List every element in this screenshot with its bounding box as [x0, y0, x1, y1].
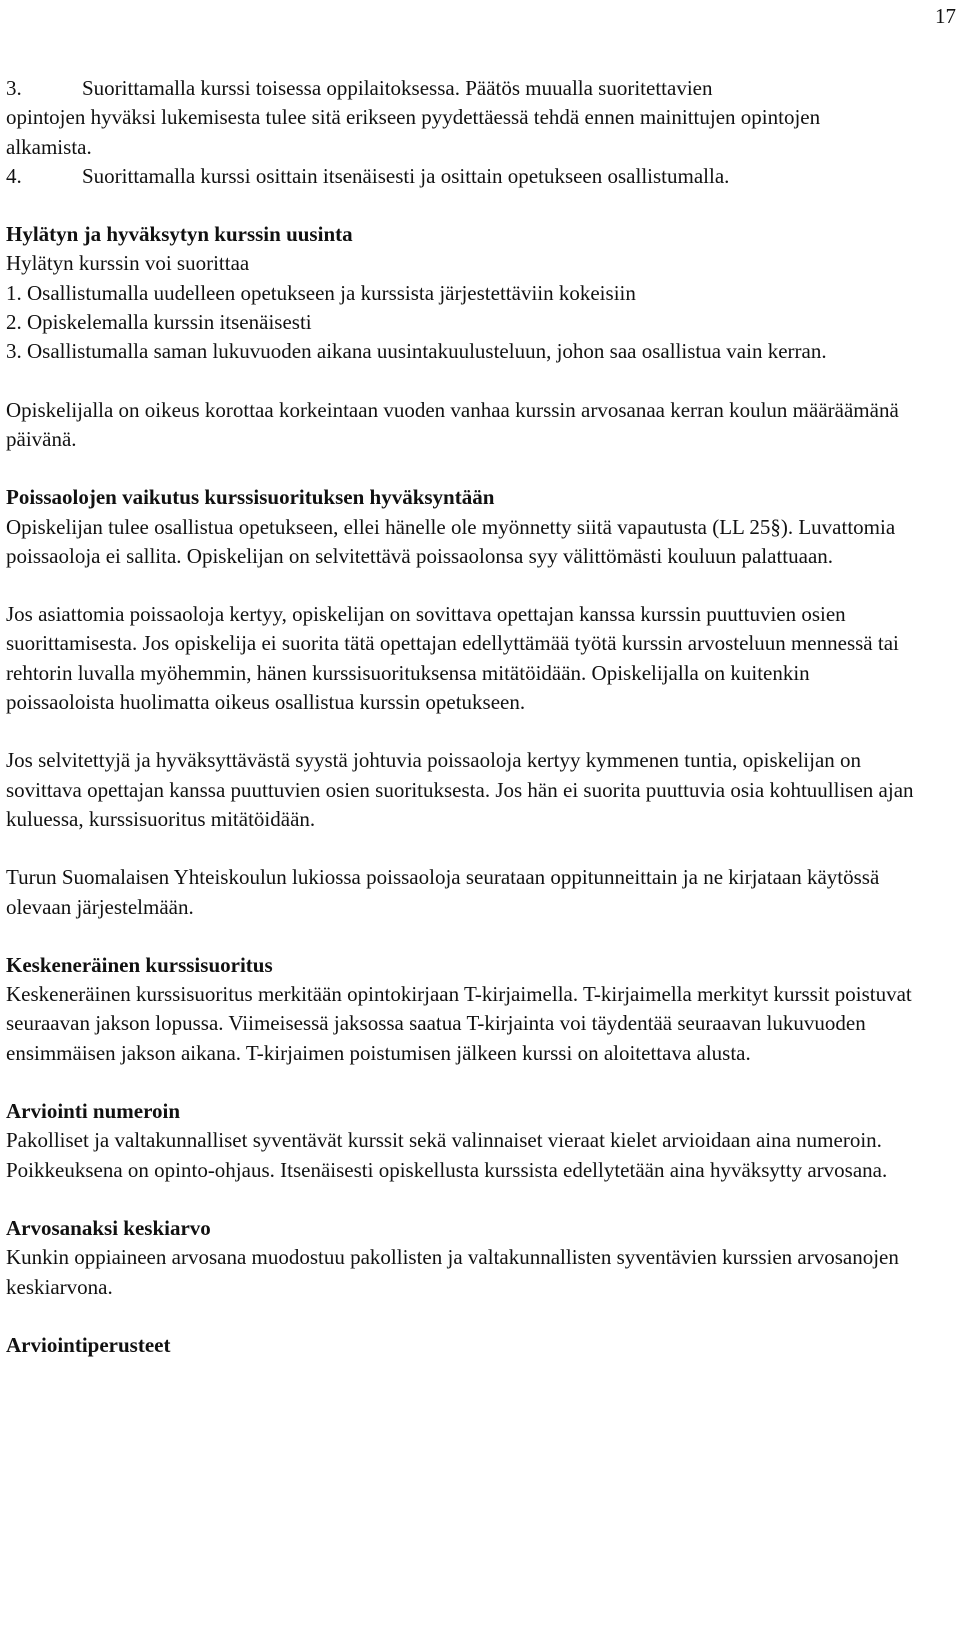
section-heading-retake: Hylätyn ja hyväksytyn kurssin uusinta — [6, 222, 353, 247]
page-number: 17 — [935, 4, 956, 28]
absences-paragraph-1: Opiskelijan tulee osallistua opetukseen, ellei hänelle ole myönnetty siitä vapautusta (LL 25§). Luvattomia poissaoloja ei sallita. Opiskelijan on selvitettävä poissaolonsa syy välittömästi kouluun palattuaan. — [6, 514, 896, 568]
list-text: Suorittamalla kurssi toisessa oppilaitoksessa. Päätös muualla suoritettavien — [82, 76, 713, 100]
list-number: 3. — [6, 76, 22, 100]
retake-item-2: 2. Opiskelemalla kurssin itsenäisesti — [6, 310, 312, 335]
retake-paragraph: Opiskelijalla on oikeus korottaa korkeintaan vuoden vanhaa kurssin arvosanaa kerran koulun määräämänä päivänä. — [6, 397, 899, 451]
absences-paragraph-2: Jos asiattomia poissaoloja kertyy, opiskelijan on sovittava opettajan kanssa kurssin puuttuvien osien suorittamisesta. Jos opiskelija ei suorita tätä opettajan edellyttämää työtä kurssin arvosteluun mennessä tai rehtorin luvalla myöhemmin, hänen kurssisuorituksensa mitätöidään. Opiskelijalla on kuitenkin poissaoloista huolimatta oikeus osallistua kurssin opetukseen. — [6, 602, 899, 715]
average-paragraph: Kunkin oppiaineen arvosana muodostuu pakollisten ja valtakunnallisten syventävien kurssien arvosanojen keskiarvona. — [6, 1245, 899, 1299]
section-heading-absences: Poissaolojen vaikutus kurssisuorituksen hyväksyntään — [6, 485, 495, 510]
document-body — [6, 74, 954, 1360]
retake-intro: Hylätyn kurssin voi suorittaa — [6, 251, 250, 276]
absences-paragraph-4: Turun Suomalaisen Yhteiskoulun lukiossa poissaoloja seurataan oppitunneittain ja ne kirjataan käytössä olevaan järjestelmään. — [6, 865, 880, 919]
section-heading-numeric: Arviointi numeroin — [6, 1099, 181, 1124]
retake-item-1: 1. Osallistumalla uudelleen opetukseen ja kurssista järjestettäviin kokeisiin — [6, 280, 636, 305]
retake-item-3: 3. Osallistumalla saman lukuvuoden aikana uusintakuulusteluun, johon saa osallistua vain kerran. — [6, 339, 827, 364]
list-item-3 — [6, 74, 954, 103]
section-heading-average: Arvosanaksi keskiarvo — [6, 1215, 211, 1240]
incomplete-paragraph: Keskeneräinen kurssisuoritus merkitään opintokirjaan T-kirjaimella. T-kirjaimella merkityt kurssit poistuvat seuraavan jakson lopussa. Viimeisessä jaksossa saatua T-kirjainta voi täydentää seuraavan lukuvuoden ensimmäisen jakson aikana. T-kirjaimen poistumisen jälkeen kurssi on aloitettava alusta. — [6, 982, 912, 1065]
section-heading-criteria: Arviointiperusteet — [6, 1332, 171, 1357]
list-item-4 — [6, 162, 954, 191]
numeric-paragraph: Pakolliset ja valtakunnalliset syventävät kurssit sekä valinnaiset vieraat kielet arvioidaan aina numeroin. Poikkeuksena on opinto-ohjaus. Itsenäisesti opiskellusta kurssista edellytetään aina hyväksytty arvosana. — [6, 1128, 888, 1182]
list-text: Suorittamalla kurssi osittain itsenäisesti ja osittain opetukseen osallistumalla. — [82, 163, 730, 188]
section-heading-incomplete: Keskeneräinen kurssisuoritus — [6, 952, 273, 977]
list-number: 4. — [6, 163, 22, 188]
absences-paragraph-3: Jos selvitettyjä ja hyväksyttävästä syystä johtuvia poissaoloja kertyy kymmenen tuntia, opiskelijan on sovittava opettajan kanssa puuttuvien osien suorituksesta. Jos hän ei suorita puuttuvia osia kohtuullisen ajan kuluessa, kurssisuoritus mitätöidään. — [6, 748, 914, 831]
list-item-continuation: opintojen hyväksi lukemisesta tulee sitä erikseen pyydettäessä tehdä ennen mainittujen opintojen alkamista. — [6, 105, 821, 159]
